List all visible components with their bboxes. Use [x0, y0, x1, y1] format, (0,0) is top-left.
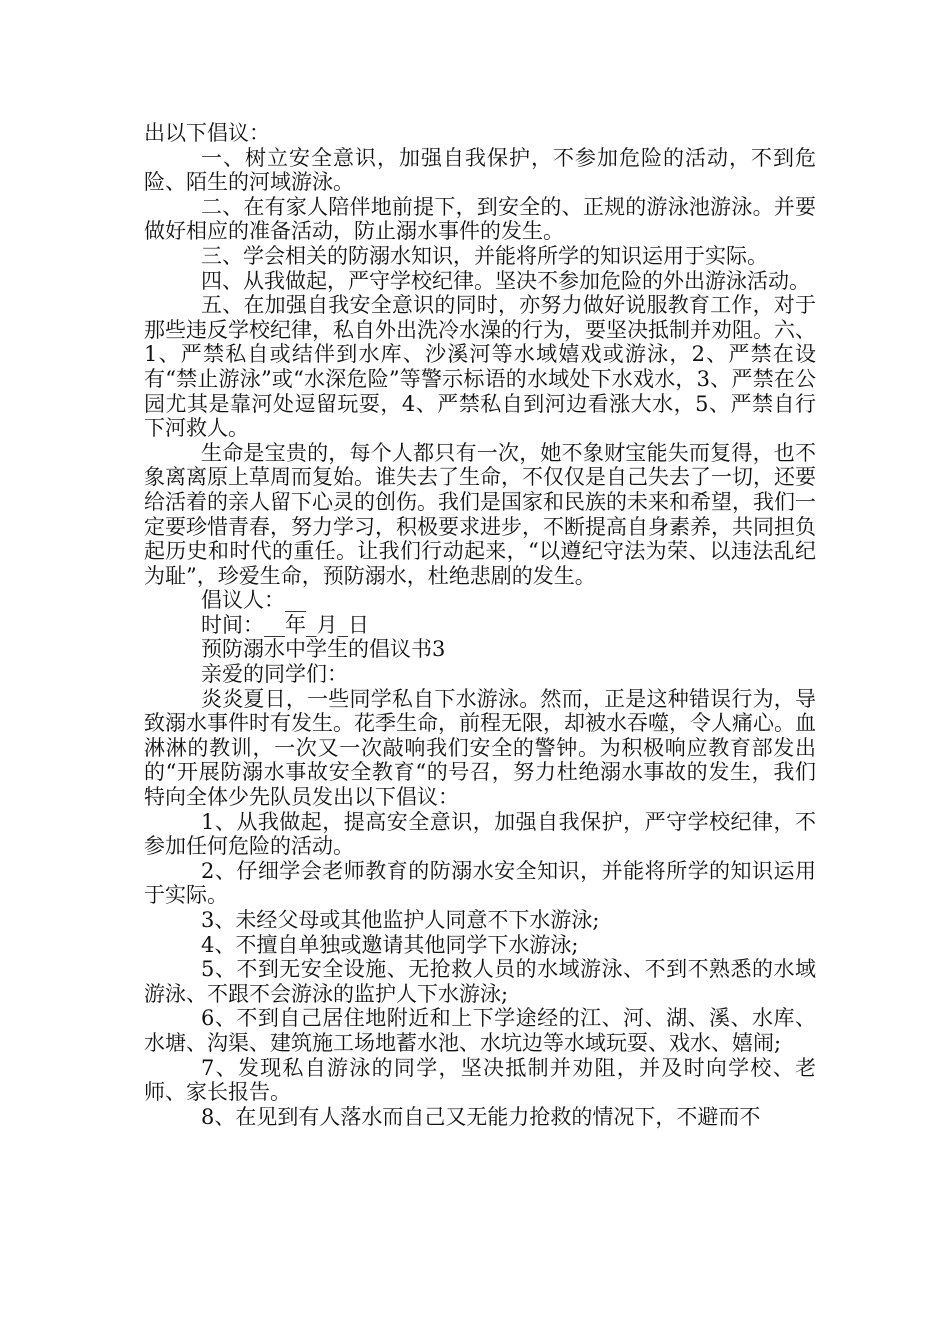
paragraph: 7、发现私自游泳的同学，坚决抵制并劝阻，并及时向学校、老师、家长报告。 [144, 1055, 816, 1105]
paragraph: 四、从我做起，严守学校纪律。坚决不参加危险的外出游泳活动。 [201, 268, 810, 293]
paragraph: 炎炎夏日，一些同学私自下水游泳。然而，正是这种错误行为，导致溺水事件时有发生。花季生命，前程无限，却被水吞噬，令人痛心。血淋淋的教训，一次又一次敲响我们安全的警钟。为积极响应教育部发出的“开展防溺水事故安全教育“的号召，努力杜绝溺水事故的发生，我们特向全体少先队员发出以下倡议： [144, 686, 816, 810]
paragraph: 5、不到无安全设施、无抢救人员的水域游泳、不到不熟悉的水域游泳、不跟不会游泳的监护人下水游泳; [144, 957, 816, 1006]
paragraph: 8、在见到有人落水而自己又无能力抢救的情况下，不避而不 [201, 1104, 761, 1129]
paragraph: 1、从我做起，提高安全意识，加强自我保护，严守学校纪律，不参加任何危险的活动。 [144, 809, 816, 859]
document-body [144, 121, 816, 1129]
paragraph: 6、不到自己居住地附近和上下学途经的江、河、湖、溪、水库、水塘、沟渠、建筑施工场地蓄水池、水坑边等水域玩耍、戏水、嬉闹; [144, 1006, 816, 1055]
paragraph: 4、不擅自单独或邀请其他同学下水游泳; [201, 932, 579, 957]
paragraph: 五、在加强自我安全意识的同时，亦努力做好说服教育工作，对于那些违反学校纪律，私自外出洗冷水澡的行为，要坚决抵制并劝阻。六、1、严禁私自或结伴到水库、沙溪河等水域嬉戏或游泳，2、严禁在设有“禁止游泳”或“水深危险”等警示标语的水域处下水戏水，3、严禁在公园尤其是靠河处逗留玩耍，4、严禁私自到河边看涨大水，5、严禁自行下河救人。 [144, 293, 816, 441]
paragraph: 出以下倡议： [144, 121, 270, 145]
paragraph: 时间：__年_月_日 [201, 612, 369, 637]
paragraph: 一、树立安全意识，加强自我保护，不参加危险的活动，不到危险、陌生的河域游泳。 [144, 145, 816, 195]
paragraph: 2、仔细学会老师教育的防溺水安全知识，并能将所学的知识运用于实际。 [144, 858, 816, 908]
paragraph: 二、在有家人陪伴地前提下，到安全的、正规的游泳池游泳。并要做好相应的准备活动，防止溺水事件的发生。 [144, 194, 816, 244]
paragraph: 三、学会相关的防溺水知识，并能将所学的知识运用于实际。 [201, 243, 768, 268]
paragraph: 生命是宝贵的，每个人都只有一次，她不象财宝能失而复得，也不象离离原上草周而复始。谁失去了生命，不仅仅是自己失去了一切，还要给活着的亲人留下心灵的创伤。我们是国家和民族的未来和希望，我们一定要珍惜青春，努力学习，积极要求进步，不断提高自身素养，共同担负起历史和时代的重任。让我们行动起来，“以遵纪守法为荣、以违法乱纪为耻”，珍爱生命，预防溺水，杜绝悲剧的发生。 [144, 440, 816, 588]
paragraph: 亲爱的同学们： [201, 662, 348, 687]
paragraph: 预防溺水中学生的倡议书3 [201, 637, 446, 662]
paragraph: 倡议人：__ [201, 588, 306, 613]
paragraph: 3、未经父母或其他监护人同意不下水游泳; [201, 908, 600, 932]
